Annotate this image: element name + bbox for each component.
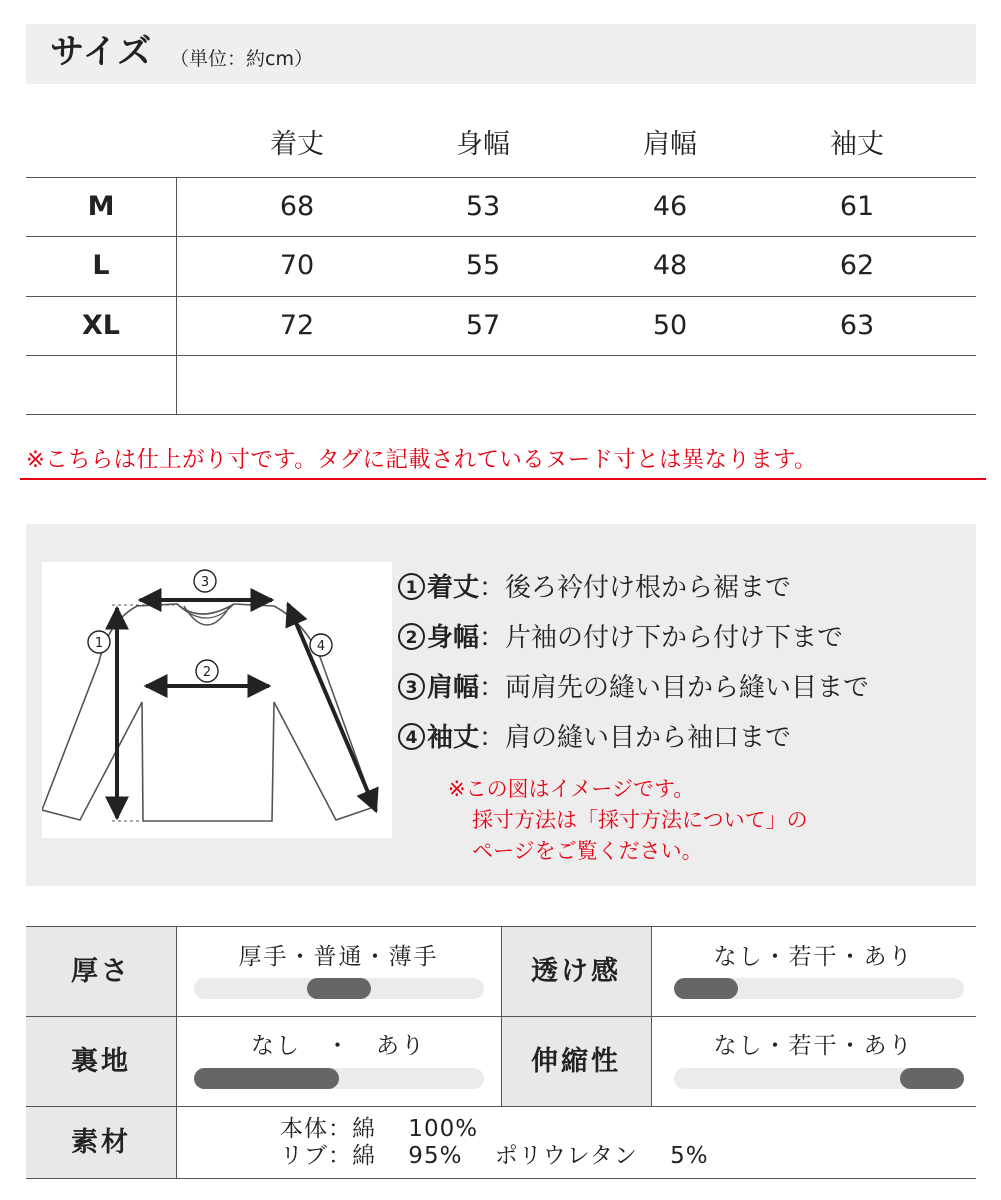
table-divider <box>26 414 976 415</box>
legend-separator: ： <box>479 723 506 753</box>
table-cell: 61 <box>839 191 875 222</box>
table-cell: 62 <box>839 250 875 281</box>
table-cell: 72 <box>279 310 315 341</box>
legend-separator: ： <box>479 573 506 603</box>
size-header-bar <box>26 24 976 84</box>
svg-text:2: 2 <box>202 665 212 680</box>
table-cell: 55 <box>465 250 501 281</box>
table-cell: 57 <box>465 310 501 341</box>
lining-indicator <box>194 1068 339 1089</box>
table-cell: 53 <box>465 191 501 222</box>
marker-length <box>88 631 110 653</box>
finished-size-note: ※こちらは仕上がり寸です。タグに記載されているヌード寸とは異なります。 <box>26 447 817 473</box>
material-line-body: 本体：綿 100% <box>280 1116 479 1142</box>
legend-description: 後ろ衿付け根から裾まで <box>505 573 792 603</box>
marker-sleeve-length <box>310 634 332 656</box>
marker-shoulder-width <box>194 570 216 592</box>
size-title: サイズ <box>50 32 153 72</box>
thickness-scale <box>194 978 484 999</box>
table-cell: 48 <box>652 250 688 281</box>
legend-number-icon: 1 <box>398 573 425 600</box>
lining-label: 裏地 <box>26 1017 176 1106</box>
column-header-sleeve-length: 袖丈 <box>830 129 884 160</box>
sheerness-indicator <box>674 978 738 999</box>
table-divider <box>26 355 976 356</box>
table-column-divider <box>176 926 177 1178</box>
legend-label: 肩幅 <box>427 673 480 703</box>
size-label-l: L <box>92 250 110 281</box>
table-cell: 70 <box>279 250 315 281</box>
table-column-divider <box>176 177 177 415</box>
table-cell: 46 <box>652 191 688 222</box>
stretch-indicator <box>900 1068 964 1089</box>
legend-description: 両肩先の縫い目から縫い目まで <box>505 673 870 703</box>
legend-item-length <box>398 568 791 608</box>
image-note-line-1: ※この図はイメージです。 <box>448 777 695 801</box>
size-unit-label: （単位：約cm） <box>170 48 313 70</box>
legend-item-sleeve-length <box>398 718 791 758</box>
legend-item-shoulder-width <box>398 668 869 708</box>
lining-scale <box>194 1068 484 1089</box>
table-column-divider <box>501 926 502 1106</box>
table-cell: 50 <box>652 310 688 341</box>
sheerness-options: なし・若干・あり <box>713 944 914 970</box>
size-label-m: M <box>87 191 115 222</box>
legend-description: 片袖の付け下から付け下まで <box>505 623 844 653</box>
legend-separator: ： <box>479 623 506 653</box>
shirt-diagram <box>42 562 392 838</box>
legend-number-icon: 4 <box>398 723 425 750</box>
thickness-label: 厚さ <box>26 927 176 1016</box>
stretch-scale <box>674 1068 964 1089</box>
legend-number-icon: 2 <box>398 623 425 650</box>
material-label: 素材 <box>26 1107 176 1178</box>
legend-label: 袖丈 <box>427 723 480 753</box>
column-header-length: 着丈 <box>270 129 324 160</box>
svg-text:3: 3 <box>200 575 210 590</box>
legend-label: 着丈 <box>427 573 480 603</box>
legend-number-icon: 3 <box>398 673 425 700</box>
sheerness-label: 透け感 <box>501 927 651 1016</box>
svg-text:4: 4 <box>316 639 326 654</box>
column-header-chest-width: 身幅 <box>456 129 510 160</box>
legend-label: 身幅 <box>427 623 480 653</box>
size-label-xl: XL <box>81 310 121 341</box>
image-note-line-2: 採寸方法は「採寸方法について」の <box>472 808 808 832</box>
lining-options: なし ・ あり <box>251 1033 426 1059</box>
material-line-rib: リブ：綿 95% ポリウレタン 5% <box>280 1143 709 1169</box>
thickness-indicator <box>307 978 371 999</box>
note-underline <box>20 478 986 480</box>
image-note-line-3: ページをご覧ください。 <box>472 839 703 863</box>
sheerness-scale <box>674 978 964 999</box>
table-column-divider <box>651 926 652 1106</box>
legend-item-chest-width <box>398 618 843 658</box>
table-cell: 68 <box>279 191 315 222</box>
legend-description: 肩の縫い目から袖口まで <box>505 723 792 753</box>
stretch-options: なし・若干・あり <box>713 1033 914 1059</box>
table-divider <box>26 1178 976 1179</box>
stretch-label: 伸縮性 <box>501 1017 651 1106</box>
column-header-shoulder-width: 肩幅 <box>643 129 697 160</box>
table-cell: 63 <box>839 310 875 341</box>
svg-text:1: 1 <box>94 636 104 651</box>
legend-separator: ： <box>479 673 506 703</box>
marker-chest-width <box>196 660 218 682</box>
thickness-options: 厚手・普通・薄手 <box>238 944 439 970</box>
